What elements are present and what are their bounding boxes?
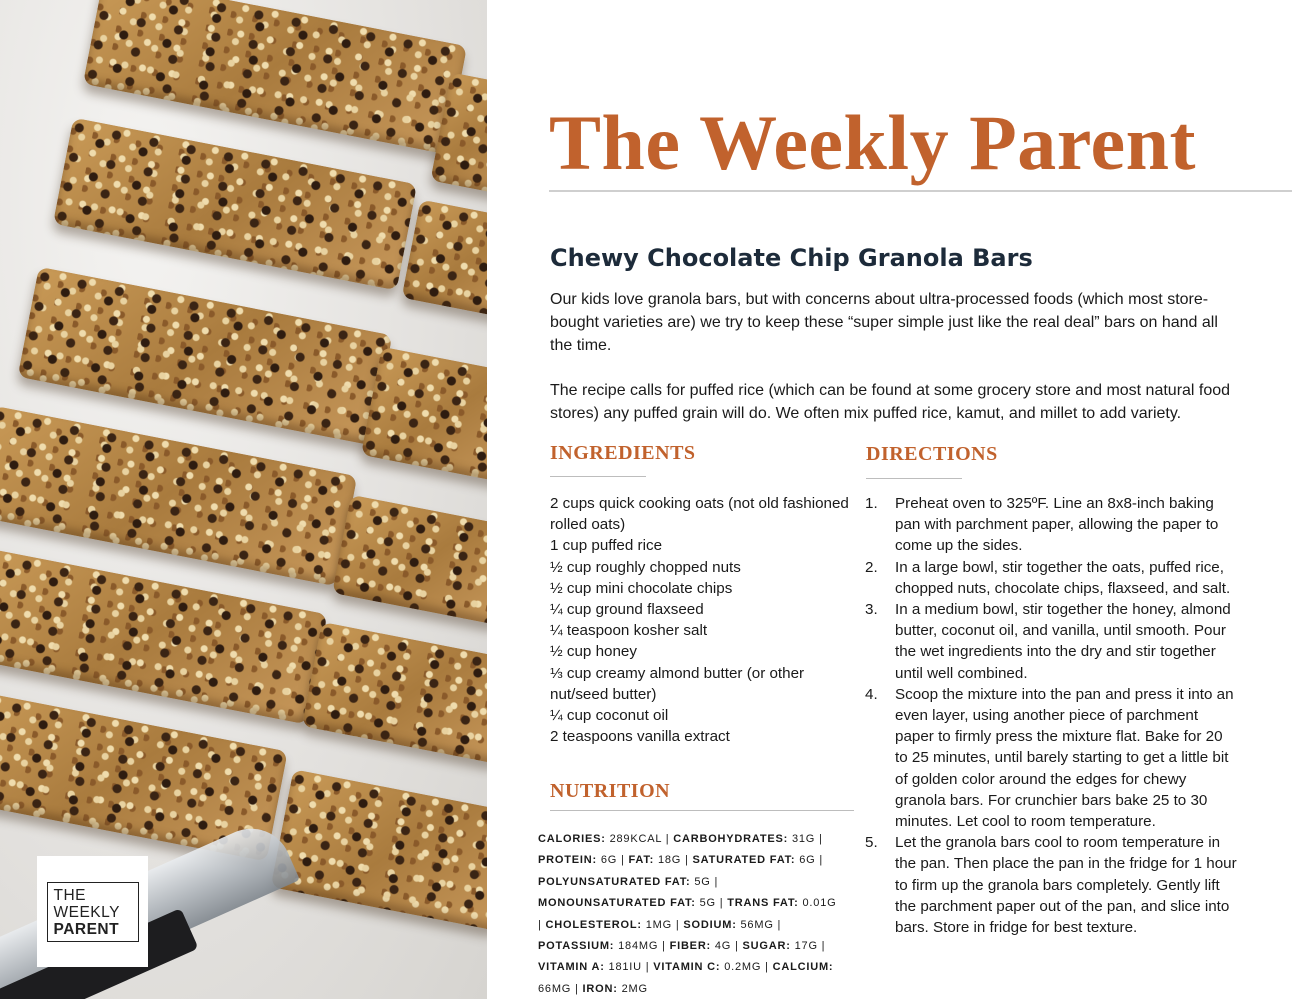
ingredient-item: ¼ cup coconut oil — [550, 707, 669, 725]
ingredient-item: ⅓ cup creamy almond butter (or other nut/seed butter) — [550, 664, 805, 703]
nutrition-label: CARBOHYDRATES: — [673, 833, 789, 845]
nutrition-separator: | — [761, 961, 773, 974]
nutrition-separator: | — [672, 918, 684, 931]
nutrition-label: VITAMIN A: — [538, 961, 605, 974]
nutrition-fact — [743, 940, 818, 952]
ingredient-item: ¼ teaspoon kosher salt — [550, 622, 708, 640]
nutrition-divider — [550, 810, 854, 811]
nutrition-separator: | — [641, 961, 654, 974]
nutrition-value: 184MG — [618, 940, 659, 953]
logo-line: WEEKLY — [53, 903, 120, 921]
ingredients-heading: INGREDIENTS — [550, 442, 696, 464]
nutrition-label: CALCIUM: — [772, 961, 834, 974]
ingredients-divider — [550, 476, 646, 477]
ingredient-item: 1 cup puffed rice — [550, 537, 663, 555]
logo-line: PARENT — [53, 920, 120, 938]
nutrition-value: 66MG — [538, 982, 572, 995]
nutrition-separator: | — [658, 940, 670, 953]
logo-frame — [47, 882, 139, 942]
directions-list — [865, 493, 1237, 938]
nutrition-fact — [538, 961, 642, 973]
ingredient-item: ¼ cup ground flaxseed — [550, 601, 704, 619]
nutrition-separator: | — [715, 897, 728, 910]
ingredient-item: ½ cup honey — [550, 643, 637, 661]
recipe-intro-puffed-grain: The recipe calls for puffed rice (which can be found at some grocery store and most natural food stores) any puffed grain will do. We often mix puffed rice, kamut, and millet to add variety. — [550, 382, 1231, 422]
nutrition-label: CALORIES: — [538, 833, 606, 845]
ingredients-list — [550, 493, 850, 747]
nutrition-separator: | — [710, 875, 719, 888]
nutrition-value: 0.2MG — [724, 961, 762, 974]
direction-step — [865, 832, 1237, 938]
nutrition-value: 181IU — [608, 961, 642, 974]
nutrition-label: SUGAR: — [742, 940, 791, 953]
nutrition-fact — [538, 854, 617, 866]
nutrition-fact — [538, 876, 711, 888]
nutrition-value: 6G — [600, 854, 618, 867]
direction-step — [865, 684, 1237, 832]
nutrition-separator: | — [731, 940, 743, 953]
nutrition-fact — [670, 940, 732, 952]
nutrition-value: 1MG — [645, 918, 673, 931]
nutrition-separator: | — [661, 833, 674, 845]
recipe-intro: Our kids love granola bars, but with concerns about ultra-processed foods (which most store-bought varieties are) we try to keep these “super simple just like the real deal” bars on hand all the time. — [550, 291, 1218, 354]
nutrition-fact — [693, 854, 816, 866]
granola-bar — [402, 199, 487, 320]
nutrition-label: VITAMIN C: — [653, 961, 721, 974]
nutrition-separator: | — [817, 940, 826, 953]
masthead-divider — [549, 190, 1292, 192]
nutrition-label: PROTEIN: — [538, 854, 597, 867]
granola-bar — [0, 406, 357, 587]
step-number: 5. — [865, 834, 878, 852]
nutrition-label: POLYUNSATURATED FAT: — [538, 875, 691, 888]
granola-bar — [18, 267, 393, 446]
nutrition-fact — [653, 961, 761, 973]
nutrition-fact — [538, 833, 662, 845]
nutrition-label: POTASSIUM: — [538, 940, 615, 953]
nutrition-label: FIBER: — [669, 940, 712, 953]
directions-heading: DIRECTIONS — [866, 443, 998, 465]
nutrition-value: 2MG — [621, 982, 648, 995]
nutrition-separator: | — [571, 982, 583, 995]
step-number: 1. — [865, 495, 878, 512]
ingredient-item: ½ cup roughly chopped nuts — [550, 558, 741, 576]
nutrition-separator: | — [773, 918, 782, 931]
directions-divider — [866, 478, 962, 479]
ingredient-item: 2 cups quick cooking oats (not old fashioned rolled oats) — [550, 495, 849, 534]
nutrition-label: IRON: — [582, 982, 618, 995]
nutrition-separator: | — [815, 833, 823, 845]
weekly-parent-logo — [37, 856, 148, 967]
nutrition-label: CHOLESTEROL: — [545, 918, 642, 931]
nutrition-label: TRANS FAT: — [727, 897, 799, 910]
nutrition-value: 17G — [794, 940, 818, 953]
nutrition-fact — [546, 919, 673, 931]
nutrition-label: SATURATED FAT: — [692, 854, 796, 867]
nutrition-fact — [673, 833, 815, 845]
nutrition-separator: | — [538, 918, 546, 931]
step-number: 4. — [865, 685, 878, 703]
step-text: Let the granola bars cool to room temperature in the pan. Then place the pan in the fridge for 1 hour to firm up the granola bars completely. Gently lift the parchment paper out of the pan, and slice into bars. Store in fridge for best texture. — [895, 834, 1237, 937]
nutrition-value: 18G — [657, 854, 682, 867]
recipe-title: Chewy Chocolate Chip Granola Bars — [550, 244, 1033, 272]
nutrition-fact — [683, 919, 773, 931]
nutrition-value: 56MG — [740, 918, 774, 931]
nutrition-fact — [628, 854, 681, 866]
nutrition-fact — [538, 897, 716, 909]
step-text: In a large bowl, stir together the oats, puffed rice, chopped nuts, chocolate chips, flaxseed, and salt. — [895, 558, 1231, 597]
nutrition-label: FAT: — [628, 854, 655, 867]
nutrition-value: 31G — [791, 833, 816, 845]
ingredient-item: ½ cup mini chocolate chips — [550, 579, 733, 597]
granola-bar — [302, 622, 487, 764]
nutrition-label: SODIUM: — [683, 918, 737, 931]
nutrition-separator: | — [617, 854, 629, 867]
nutrition-value: 5G — [699, 897, 716, 910]
nutrition-separator: | — [815, 854, 824, 867]
nutrition-value: 289KCAL — [609, 833, 662, 845]
granola-bar — [332, 495, 487, 626]
nutrition-fact — [727, 897, 836, 909]
direction-step — [865, 557, 1237, 599]
step-number: 3. — [865, 601, 878, 619]
nutrition-facts — [538, 829, 843, 1000]
nutrition-separator: | — [681, 854, 693, 867]
nutrition-label: MONOUNSATURATED FAT: — [538, 897, 696, 910]
direction-step — [865, 493, 1237, 557]
granola-bar — [361, 347, 487, 484]
step-number: 2. — [865, 558, 878, 576]
nutrition-heading: NUTRITION — [550, 780, 671, 802]
nutrition-value: 5G — [694, 875, 711, 888]
nutrition-fact — [538, 940, 658, 952]
nutrition-value: 0.01G — [802, 897, 837, 910]
direction-step — [865, 599, 1237, 684]
step-text: Preheat oven to 325ºF. Line an 8x8-inch baking pan with parchment paper, allowing the paper to come up the sides. — [895, 495, 1219, 555]
granola-bar — [271, 769, 487, 931]
step-text: In a medium bowl, stir together the honey, almond butter, coconut oil, and vanilla, until smooth. Pour the wet ingredients into the dry and stir together until well combined. — [895, 601, 1231, 682]
ingredient-item: 2 teaspoons vanilla extract — [550, 728, 730, 746]
granola-bars-photo — [0, 0, 487, 999]
granola-bar — [53, 118, 417, 291]
nutrition-fact — [583, 983, 648, 995]
nutrition-value: 6G — [799, 854, 816, 867]
nutrition-value: 4G — [714, 940, 732, 953]
logo-line: THE — [53, 886, 86, 904]
step-text: Scoop the mixture into the pan and press it into an even layer, using another piece of parchment paper to firmly press the mixture flat. Bake for 20 to 25 minutes, until barely starting to get a little bit of golden color around the edges for chewy granola bars. For crunchier bars bake 25 to 30 minutes. Let cool to room temperature. — [895, 685, 1234, 831]
masthead-title: The Weekly Parent — [549, 99, 1196, 186]
